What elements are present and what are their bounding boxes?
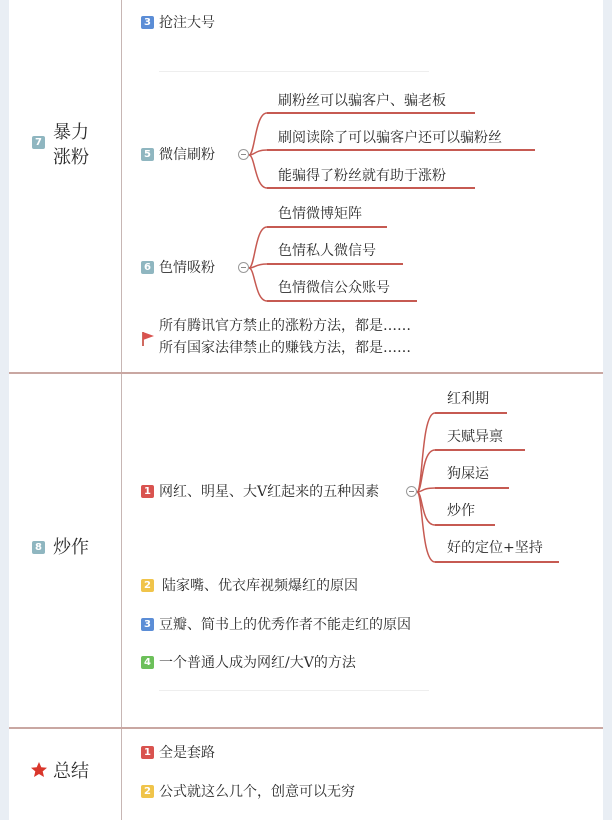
topic-weixin-shuafen[interactable]: 微信刷粉: [159, 147, 215, 163]
topic-putongren[interactable]: 一个普通人成为网红/大V的方法: [159, 655, 356, 671]
item-number-badge: 2: [141, 579, 154, 592]
item-number-badge: 4: [141, 656, 154, 669]
factor-2[interactable]: 天赋异禀: [447, 429, 503, 445]
factor-1[interactable]: 红利期: [447, 391, 489, 407]
section-label-zongjie: 总结: [53, 761, 89, 782]
section-label-baoli-1: 暴力: [53, 122, 89, 143]
item-number-badge: 1: [141, 485, 154, 498]
note-line-1: 所有腾讯官方禁止的涨粉方法，都是……: [159, 318, 411, 334]
summary-item-2[interactable]: 公式就这么几个，创意可以无穷: [159, 784, 355, 800]
topic-lujiazui[interactable]: 陆家嘴、优衣库视频爆红的原因: [162, 578, 358, 594]
item-number-badge: 3: [141, 618, 154, 631]
section-number-badge: 8: [32, 541, 45, 554]
star-icon: [9, 0, 612, 820]
item-number-badge: 6: [141, 261, 154, 274]
item-number-badge: 5: [141, 148, 154, 161]
topic-douban[interactable]: 豆瓣、简书上的优秀作者不能走红的原因: [159, 617, 411, 633]
subtopic-seqing-3[interactable]: 色情微信公众账号: [278, 280, 390, 296]
subtopic-seqing-1[interactable]: 色情微博矩阵: [278, 206, 362, 222]
subtopic-shuafen-3[interactable]: 能骗得了粉丝就有助于涨粉: [278, 168, 446, 184]
subtopic-seqing-2[interactable]: 色情私人微信号: [278, 243, 376, 259]
subtopic-shuafen-1[interactable]: 刷粉丝可以骗客户、骗老板: [278, 93, 446, 109]
topic-seqing-xifen[interactable]: 色情吸粉: [159, 260, 215, 276]
topic-wanghong-factors[interactable]: 网红、明星、大V红起来的五种因素: [159, 484, 380, 500]
factor-4[interactable]: 炒作: [447, 503, 475, 519]
section-label-chaozuo: 炒作: [53, 537, 89, 558]
factor-3[interactable]: 狗屎运: [447, 466, 489, 482]
item-number-badge: 2: [141, 785, 154, 798]
factor-5[interactable]: 好的定位+坚持: [447, 540, 543, 556]
section-label-baoli-2: 涨粉: [53, 147, 89, 168]
topic-qiangzhu[interactable]: 抢注大号: [159, 15, 215, 31]
note-line-2: 所有国家法律禁止的赚钱方法，都是……: [159, 340, 411, 356]
section-number-badge: 7: [32, 136, 45, 149]
subtopic-shuafen-2[interactable]: 刷阅读除了可以骗客户还可以骗粉丝: [278, 130, 502, 146]
item-number-badge: 1: [141, 746, 154, 759]
summary-item-1[interactable]: 全是套路: [159, 745, 215, 761]
item-number-badge: 3: [141, 16, 154, 29]
